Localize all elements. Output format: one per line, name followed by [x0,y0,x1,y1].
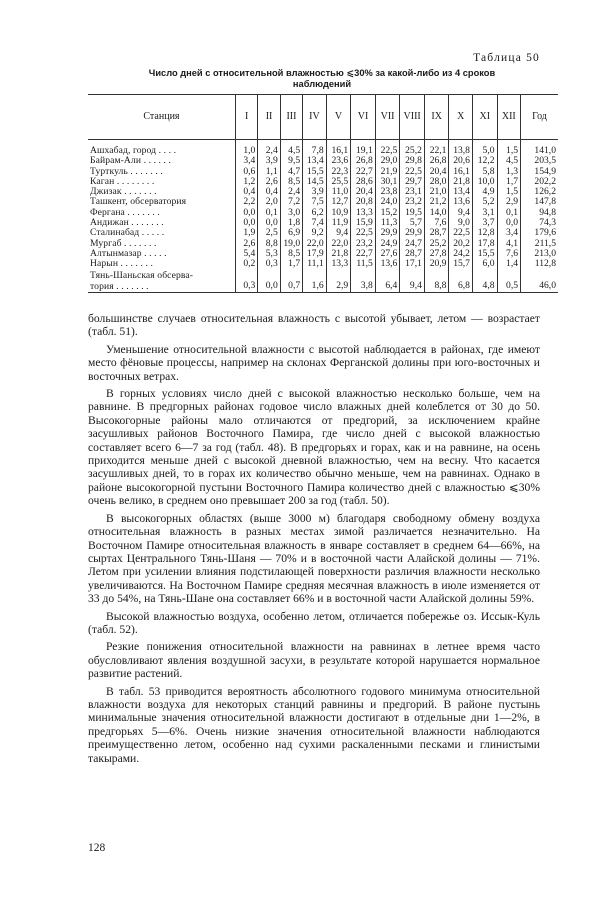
table-cell: 14,5 [303,177,327,187]
table-cell: 23,6 [326,156,351,166]
table-cell: 4,1 [497,239,521,249]
station-name: Нарын . . . . . . . [88,259,235,269]
table-cell: 22,5 [400,167,425,177]
table-cell: 22,0 [326,239,351,249]
table-cell: 17,8 [472,239,497,249]
table-cell: 2,9 [326,270,351,293]
table-cell: 28,7 [424,228,449,238]
table-cell: 24,7 [400,239,425,249]
table-cell: 0,1 [497,208,521,218]
table-cell: 1,2 [235,177,257,187]
table-cell: 24,0 [375,197,400,207]
table-cell: 29,8 [400,156,425,166]
table-cell: 12,2 [472,156,497,166]
table-cell: 20,2 [449,239,473,249]
table-cell: 21,9 [375,167,400,177]
table-cell: 1,9 [235,228,257,238]
table-row [88,259,558,269]
table-cell: 5,4 [235,249,257,259]
table-cell: 2,9 [497,197,521,207]
table-cell: 0,4 [235,187,257,197]
table-cell: 3,8 [351,270,376,293]
table-number: Таблица 50 [473,52,540,64]
table-cell: 74,3 [539,217,556,229]
paragraph-4: В высокогорных областях (выше 3000 м) благодаря свободному обмену воздуха относительная влажность в разных местах зимой различается незначительно. На Восточном Памире относительная влажность в январе составляет в среднем 64—66%, на сыртах Центрального Тянь-Шаня — 70% и в восточной части Алайской долины — 71%. Летом при усилении влияния подстилающей поверхности различия влажности несколько увеличиваются. На Восточном Памире средняя месячная влажность в июле изменяется от 33 до 54%, на Тянь-Шане она составляет 66% и в восточной части Алайской долины 59%. [88,511,540,606]
table-cell: 5,7 [400,218,425,228]
table-cell: 4,8 [472,270,497,293]
table-caption-line-2: наблюдений [292,79,352,89]
table-cell: 9,4 [326,228,351,238]
table-cell: 15,5 [472,249,497,259]
table-cell: 23,2 [351,239,376,249]
table-cell: 7,8 [303,140,327,157]
table-cell: 25,2 [400,140,425,157]
table-cell: 28,0 [424,177,449,187]
table-cell: 23,1 [400,187,425,197]
table-cell: 112,8 [534,258,556,270]
table-cell: 13,8 [449,140,473,157]
table-cell: 0,0 [258,270,280,293]
table-cell: 25,2 [424,239,449,249]
table-cell: 21,0 [424,187,449,197]
column-header: XI [472,95,497,140]
table-cell: 6,0 [472,259,497,269]
station-name: Алтынмазар . . . . . [88,249,235,259]
table-cell: 13,4 [449,187,473,197]
table-cell: 3,4 [497,228,521,238]
table-cell: 94,8 [539,206,556,218]
table-cell: 1,5 [497,140,521,157]
table-cell: 21,2 [424,197,449,207]
table-cell: 23,2 [400,197,425,207]
page-number: 128 [88,842,106,854]
table-cell: 22,1 [424,140,449,157]
table-cell: 22,7 [351,249,376,259]
table-cell: 3,0 [280,208,302,218]
table-cell: 15,2 [375,208,400,218]
column-header: II [258,95,280,140]
table-cell: 12,8 [472,228,497,238]
table-cell: 13,3 [326,259,351,269]
table-cell: 19,1 [351,140,376,157]
table-cell: 22,0 [303,239,327,249]
column-header: VIII [400,95,425,140]
table-cell: 23,8 [375,187,400,197]
table-cell: 16,1 [326,140,351,157]
table-cell: 6,2 [303,208,327,218]
table-cell: 1,3 [497,167,521,177]
table-cell: 0,2 [235,259,257,269]
column-header: III [280,95,302,140]
table-cell: 12,7 [326,197,351,207]
column-header: V [326,95,351,140]
station-name: Андижан . . . . . . . [88,218,235,228]
table-cell: 26,8 [351,156,376,166]
table-cell: 27,6 [375,249,400,259]
body-text [88,312,540,769]
table-cell: 147,8 [534,196,556,208]
table-cell: 8,8 [424,270,449,293]
table-cell: 0,0 [258,218,280,228]
table-cell: 11,1 [303,259,327,269]
table-cell: 24,2 [449,249,473,259]
table-cell: 19,0 [280,239,302,249]
table-cell: 13,3 [351,208,376,218]
table-cell: 2,2 [235,197,257,207]
table-cell: 1,4 [497,259,521,269]
table-cell: 8,5 [280,249,302,259]
table-cell: 1,5 [497,187,521,197]
table-cell: 1,6 [303,270,327,293]
table-cell: 25,5 [326,177,351,187]
table-cell: 6,4 [375,270,400,293]
table-cell: 11,5 [351,259,376,269]
table-cell: 3,4 [235,156,257,166]
station-name: Каган . . . . . . . . [88,177,235,187]
table-cell: 179,6 [534,227,556,239]
table-body [88,140,558,293]
table-cell: 7,6 [424,218,449,228]
paragraph-7: В табл. 53 приводится вероятность абсолютного годового минимума относительной влажности воздуха для некоторых станций равнины и предгорий. В районе пустынь минимальные значения относительной влажности достигают в отдельные дни 1—2%, в предгорьях 5—6%. Очень низкие значения относительной влажности наблюдаются преимущественно летом, особенно над сухими раскаленными песками и глинистыми такырами. [88,684,540,765]
table-cell: 14,0 [424,208,449,218]
table-cell: 9,5 [280,156,302,166]
table-cell: 20,9 [424,259,449,269]
station-name: Сталинабад . . . . . [88,228,235,238]
station-name: Байрам-Али . . . . . . [88,156,235,166]
table-cell: 0,5 [497,270,521,293]
table-cell: 6,8 [449,270,473,293]
table-cell: 1,0 [235,140,257,157]
table-cell: 22,7 [351,167,376,177]
humidity-table-container [88,94,558,293]
table-cell: 4,5 [280,140,302,157]
table-cell: 13,6 [375,259,400,269]
table-cell: 15,9 [351,218,376,228]
table-header [88,95,558,140]
table-cell: 1,7 [497,177,521,187]
table-cell: 4,7 [280,167,302,177]
table-cell: 15,5 [303,167,327,177]
table-cell: 20,4 [351,187,376,197]
paragraph-1: большинстве случаев относительная влажность с высотой убывает, летом — возрастает (табл. 51). [88,312,540,339]
table-cell: 2,6 [235,239,257,249]
table-cell: 1,1 [258,167,280,177]
column-header: VII [375,95,400,140]
table-cell: 13,4 [303,156,327,166]
table-cell: 7,2 [280,197,302,207]
table-cell: 9,4 [400,270,425,293]
column-header: VI [351,95,376,140]
table-cell: 19,5 [400,208,425,218]
table-cell: 0,0 [497,218,521,228]
humidity-days-table [88,94,558,293]
table-cell: 0,3 [235,270,257,293]
table-cell: 5,0 [472,140,497,157]
table-cell: 22,5 [449,228,473,238]
column-header: IX [424,95,449,140]
table-cell: 2,4 [280,187,302,197]
table-cell: 7,5 [303,197,327,207]
table-caption [90,68,554,90]
table-cell: 29,0 [375,156,400,166]
table-cell: 6,9 [280,228,302,238]
table-cell: 4,5 [497,156,521,166]
table-cell: 0,1 [258,208,280,218]
table-cell: 203,5 [534,155,556,167]
paragraph-3: В горных условиях число дней с высокой влажностью несколько больше, чем на равнине. В предгорных районах годовое число влажных дней колеблется от 30 до 50. Высокогорные районы мало отличаются от предгорий, за исключением крайне засушливых районов Восточного Памира, где число дней с высокой влажностью составляет всего 6—7 за год (табл. 48). В предгорьях и горах, как и на равнине, на осень приходится меньше дней с высокой дневной влажностью, чем на весну. Что касается засушливых дней, то в горах их количество обычно меньше, чем на равнинах. Однако в районе высокогорной пустыни Восточного Памира количество дней с влажностью ⩽30% очень велико, в среднем оно превышает 200 за год (табл. 50). [88,387,540,508]
table-cell: 213,0 [534,247,556,259]
table-cell: 10,0 [472,177,497,187]
table-cell: 2,0 [258,197,280,207]
table-cell: 46,0 [521,270,558,293]
table-cell: 11,0 [326,187,351,197]
paragraph-5: Высокой влажностью воздуха, особенно летом, отличается побережье оз. Иссык-Куль (табл. 52). [88,609,540,636]
station-name: Тянь-Шаньская обсерва- тория . . . . . . . [88,270,235,293]
column-header: I [235,95,257,140]
table-cell: 29,9 [400,228,425,238]
column-header: Год [521,95,558,140]
table-cell: 22,5 [351,228,376,238]
column-header: IV [303,95,327,140]
station-name: Ташкент, обсерватория [88,197,235,207]
table-cell: 1,8 [280,218,302,228]
table-cell: 26,8 [424,156,449,166]
table-cell: 20,8 [351,197,376,207]
table-cell: 0,6 [235,167,257,177]
station-name: Джизак . . . . . . . [88,187,235,197]
table-cell: 20,6 [449,156,473,166]
station-name: Турткуль . . . . . . . [88,167,235,177]
table-cell: 0,7 [280,270,302,293]
table-cell: 9,0 [449,218,473,228]
table-cell: 28,7 [400,249,425,259]
table-cell: 4,9 [472,187,497,197]
table-cell: 2,5 [258,228,280,238]
table-cell: 24,9 [375,239,400,249]
table-cell: 29,7 [400,177,425,187]
column-header: XII [497,95,521,140]
table-cell: 8,5 [280,177,302,187]
paragraph-6: Резкие понижения относительной влажности на равнинах в летнее время часто обусловливают явления воздушной засухи, в результате которой нарушается нормальное развитие растений. [88,640,540,681]
table-cell: 11,9 [326,218,351,228]
table-cell: 27,8 [424,249,449,259]
table-cell: 5,8 [472,167,497,177]
table-cell: 7,6 [497,249,521,259]
table-cell: 202,2 [534,175,556,187]
table-row [88,140,558,157]
table-cell: 29,9 [375,228,400,238]
table-row [88,270,558,293]
table-header-row [88,95,558,140]
table-cell: 28,6 [351,177,376,187]
table-cell: 0,4 [258,187,280,197]
table-cell: 10,9 [326,208,351,218]
table-cell: 0,0 [235,218,257,228]
table-cell: 17,9 [303,249,327,259]
table-cell: 11,3 [375,218,400,228]
table-caption-line-1: Число дней с относительной влажностью ⩽30% за какой-либо из 4 сроков [148,68,496,78]
table-cell: 2,6 [258,177,280,187]
table-cell: 3,9 [258,156,280,166]
table-cell: 3,1 [472,208,497,218]
column-header-station: Станция [88,95,235,140]
table-cell: 21,8 [326,249,351,259]
table-cell: 0,3 [258,259,280,269]
table-cell: 9,2 [303,228,327,238]
table-cell: 8,8 [258,239,280,249]
table-cell: 1,7 [280,259,302,269]
paragraph-2: Уменьшение относительной влажности с высотой наблюдается в районах, где имеют место фёновые процессы, например на склонах Ферганской долины при юго-восточных и восточных ветрах. [88,342,540,383]
table-cell: 21,8 [449,177,473,187]
station-name: Фергана . . . . . . . [88,208,235,218]
table-cell: 20,4 [424,167,449,177]
station-name: Мургаб . . . . . . . [88,239,235,249]
table-cell: 154,9 [534,165,556,177]
table-cell: 30,1 [375,177,400,187]
table-cell: 22,5 [375,140,400,157]
station-name: Ашхабад, город . . . . [88,140,235,157]
table-cell: 13,6 [449,197,473,207]
table-cell: 5,3 [258,249,280,259]
table-cell: 7,4 [303,218,327,228]
table-cell: 211,5 [534,237,556,249]
table-cell: 22,3 [326,167,351,177]
table-cell: 3,7 [472,218,497,228]
table-cell: 141,0 [534,145,556,156]
table-cell: 9,4 [449,208,473,218]
table-cell: 126,2 [534,186,556,198]
column-header: X [449,95,473,140]
table-cell: 5,2 [472,197,497,207]
table-cell: 2,4 [258,140,280,157]
table-cell: 15,7 [449,259,473,269]
table-cell: 17,1 [400,259,425,269]
table-cell: 16,1 [449,167,473,177]
table-cell: 3,9 [303,187,327,197]
table-cell: 0,0 [235,208,257,218]
